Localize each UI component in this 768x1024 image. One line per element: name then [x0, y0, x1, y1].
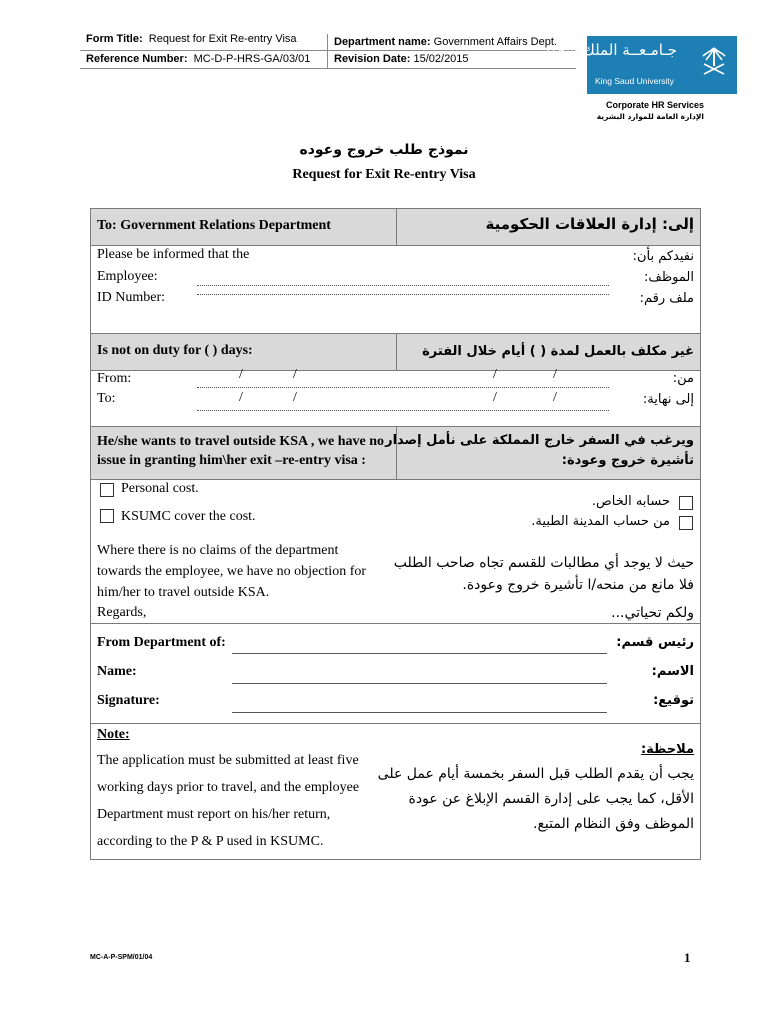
signature-field[interactable] [232, 712, 607, 713]
personal-cost-ar: حسابه الخاص. [591, 494, 670, 509]
exit-reentry-form [90, 208, 701, 860]
from-department-label-ar: رئيس قسم: [616, 635, 694, 650]
revision-label: Revision Date: [334, 53, 411, 65]
header-divider-top [80, 50, 576, 51]
from-date-slash-2: / [293, 367, 297, 382]
to-department-en: To: Government Relations Department [97, 218, 331, 233]
travel-ar-line-1: ويرغب في السفر خارج المملكة على نأمل إصدار [385, 433, 694, 448]
from-date-slash-3: / [493, 367, 497, 382]
informed-ar: نفيدكم بأن: [632, 249, 694, 264]
from-date-slash-4: / [553, 367, 557, 382]
note-en-line-2: working days prior to travel, and the employee [97, 780, 360, 795]
note-en-line-4: according to the P & P used in KSUMC. [97, 834, 324, 849]
to-date-slash-3: / [493, 390, 497, 405]
corporate-hr-services-ar: الإدارة العامة للموارد البشرية [596, 112, 704, 121]
to-department-ar: إلى: إدارة العلاقات الحكومية [485, 215, 694, 233]
revision-date-field [334, 53, 469, 65]
department-label: Department name: [334, 36, 431, 48]
personal-cost-checkbox[interactable] [100, 483, 114, 497]
ksumc-cost-ar-checkbox[interactable] [679, 516, 693, 530]
note-ar-line-1: يجب أن يقدم الطلب قبل السفر بخمسة أيام عمل على [377, 766, 694, 782]
logo-arabic-name: جـامـعــة الملك سعود [543, 41, 677, 59]
footer-document-code: MC-A-P-SPM/01/04 [90, 954, 153, 961]
from-label-en: From: [97, 371, 132, 386]
note-title-ar: ملاحظة: [640, 742, 694, 757]
informed-en: Please be informed that the [97, 247, 250, 262]
university-logo [543, 36, 737, 94]
to-date-slash-1: / [239, 390, 243, 405]
travel-en-line-1: He/she wants to travel outside KSA , we have no [97, 434, 384, 449]
from-date-slash-1: / [239, 367, 243, 382]
employee-label-ar: الموظف: [644, 270, 694, 285]
note-ar-line-3: الموظف وفق النظام المتبع. [533, 816, 694, 832]
header-column-divider [327, 34, 328, 68]
from-label-ar: من: [672, 371, 694, 386]
page-number: 1 [684, 950, 691, 965]
id-number-field[interactable] [197, 294, 609, 295]
duty-header-row [91, 334, 700, 371]
department-name-field [334, 36, 557, 48]
to-date-slash-4: / [553, 390, 557, 405]
to-header-row [91, 209, 700, 246]
department-value: Government Affairs Dept. [433, 36, 557, 48]
to-label-en: To: [97, 391, 116, 406]
name-field[interactable] [232, 683, 607, 684]
from-department-field[interactable] [232, 653, 607, 654]
revision-value: 15/02/2015 [413, 53, 469, 65]
logo-english-name: King Saud University [595, 76, 674, 86]
form-title-arabic: نموذج طلب خروج وعوده [299, 142, 469, 158]
employee-label-en: Employee: [97, 269, 158, 284]
id-number-label-ar: ملف رقم: [639, 291, 694, 306]
not-on-duty-ar: غير مكلف بالعمل لمدة ( ) أيام خلال الفترة [422, 344, 694, 359]
palm-emblem-icon [701, 44, 727, 80]
not-on-duty-en: Is not on duty for ( ) days: [97, 343, 253, 358]
ksumc-cost-en: KSUMC cover the cost. [121, 509, 256, 524]
travel-header-row [91, 427, 700, 480]
column-separator [396, 209, 397, 245]
regards-ar: ولكم تحياتي... [611, 605, 694, 621]
id-number-label-en: ID Number: [97, 290, 166, 305]
form-title-field [86, 33, 297, 45]
form-title-english: Request for Exit Re-entry Visa [292, 167, 476, 182]
from-department-label-en: From Department of: [97, 635, 226, 650]
claims-ar-line-1: حيث لا يوجد أي مطالبات للقسم تجاه صاحب الطلب [393, 555, 694, 571]
regards-en: Regards, [97, 605, 147, 620]
name-label-ar: الاسم: [651, 664, 694, 679]
travel-en-line-2: issue in granting him\her exit –re-entry visa : [97, 453, 366, 468]
signature-label-ar: توقيع: [653, 693, 694, 708]
personal-cost-ar-checkbox[interactable] [679, 496, 693, 510]
reference-value: MC-D-P-HRS-GA/03/01 [193, 53, 311, 65]
note-en-line-3: Department must report on his/her return, [97, 807, 331, 822]
note-en-line-1: The application must be submitted at least five [97, 753, 359, 768]
to-label-ar: إلى نهاية: [642, 392, 694, 407]
ksumc-cost-ar: من حساب المدينة الطبية. [531, 514, 670, 529]
reference-label: Reference Number: [86, 53, 188, 65]
to-date-slash-2: / [293, 390, 297, 405]
claims-ar-line-2: فلا مانع من منحه/ا تأشيرة خروج وعودة. [462, 577, 694, 593]
travel-ar-line-2: تأشيرة خروج وعودة: [561, 453, 694, 468]
claims-en-line-2: towards the employee, we have no objection for [97, 564, 367, 579]
claims-en-line-1: Where there is no claims of the department [97, 543, 339, 558]
form-title-value: Request for Exit Re-entry Visa [148, 33, 297, 45]
from-date-field[interactable] [197, 387, 609, 388]
to-date-field[interactable] [197, 410, 609, 411]
form-title-label: Form Title: [86, 33, 143, 45]
corporate-hr-services-en: Corporate HR Services [605, 100, 704, 110]
signature-label-en: Signature: [97, 693, 160, 708]
reference-number-field [86, 53, 310, 65]
column-separator [396, 334, 397, 370]
header-divider-bottom [80, 68, 576, 69]
ksumc-cost-checkbox[interactable] [100, 509, 114, 523]
claims-en-line-3: him/her to travel outside KSA. [97, 585, 270, 600]
note-title-en: Note: [97, 727, 130, 742]
personal-cost-en: Personal cost. [121, 481, 199, 496]
note-ar-line-2: الأقل، كما يجب على إدارة القسم الإبلاغ عن عودة [408, 791, 694, 807]
employee-field[interactable] [197, 285, 609, 286]
name-label-en: Name: [97, 664, 137, 679]
